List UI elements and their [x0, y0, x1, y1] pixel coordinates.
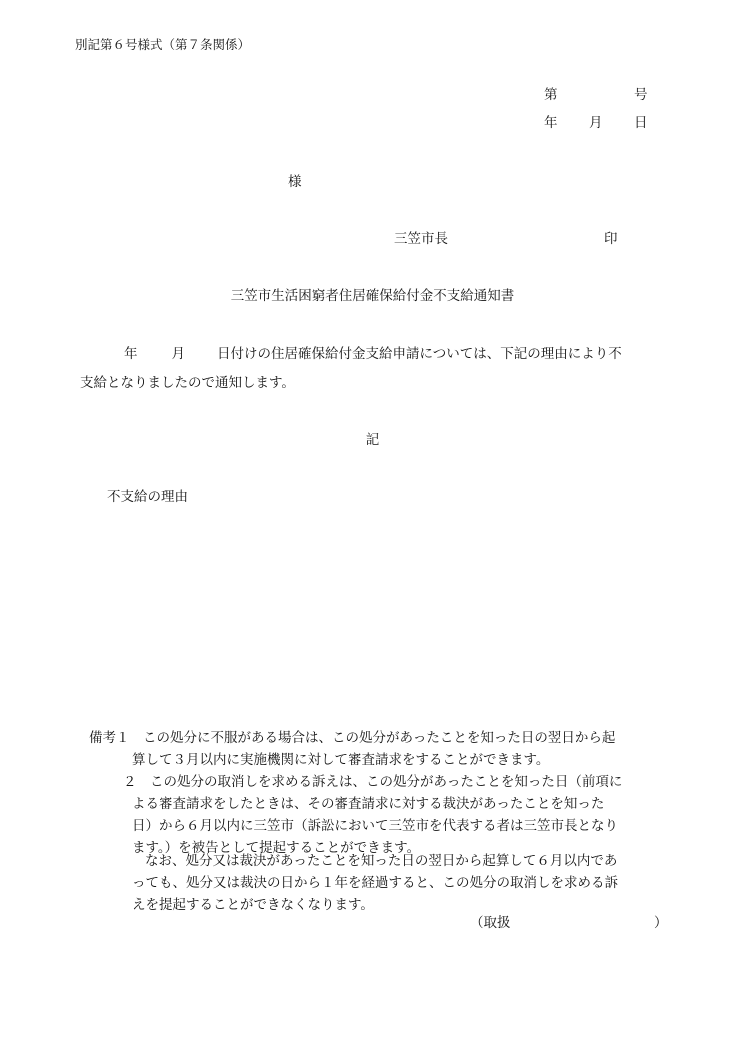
document-number-go: 号	[634, 87, 648, 103]
remark-3-line-3: えを提起することができなくなります。	[132, 897, 374, 913]
remark-3-line-2: っても、処分又は裁決の日から１年を経過すると、この処分の取消しを求める訴	[132, 875, 618, 891]
remark-1-line-2: 算して３月以内に実施機関に対して審査請求をすることができます。	[132, 752, 550, 768]
remark-2-line-1: ２ この処分の取消しを求める訴えは、この処分があったことを知った日（前項に	[123, 774, 623, 790]
date-day-label: 日	[634, 115, 648, 131]
handler-label: （取扱	[470, 915, 511, 931]
remark-2-line-3: 日）から６月以内に三笠市（訴訟において三笠市を代表する者は三笠市長となり	[132, 818, 618, 834]
body-month-label: 月	[171, 346, 185, 362]
addressee-suffix: 様	[288, 174, 302, 190]
date-month-label: 月	[589, 115, 603, 131]
ki-heading: 記	[365, 432, 380, 448]
reason-label: 不支給の理由	[107, 489, 188, 505]
body-line-1	[124, 348, 622, 362]
date-year-label: 年	[544, 115, 558, 131]
body-line-2: 支給となりましたので通知します。	[80, 375, 295, 391]
document-number-dai: 第	[544, 87, 558, 103]
seal-mark: 印	[604, 231, 618, 247]
remark-3-line-1: なお、処分又は裁決があったことを知った日の翌日から起算して６月以内であ	[145, 853, 618, 869]
remark-2-line-4: ます。）を被告として提起することができます。	[132, 840, 421, 856]
issuer-name: 三笠市長	[394, 231, 448, 247]
handler-close-paren: ）	[654, 915, 668, 931]
document-title: 三笠市生活困窮者住居確保給付金不支給通知書	[230, 288, 515, 304]
remark-2-line-2: よる審査請求をしたときは、その審査請求に対する裁決があったことを知った	[132, 796, 605, 812]
body-year-label: 年	[124, 346, 138, 362]
remark-1-line-1: 備考１ この処分に不服がある場合は、この処分があったことを知った日の翌日から起	[89, 730, 616, 746]
form-label: 別記第６号様式（第７条関係）	[75, 37, 251, 52]
body-line-1-text: 日付けの住居確保給付金支給申請については、下記の理由により不	[217, 346, 622, 362]
